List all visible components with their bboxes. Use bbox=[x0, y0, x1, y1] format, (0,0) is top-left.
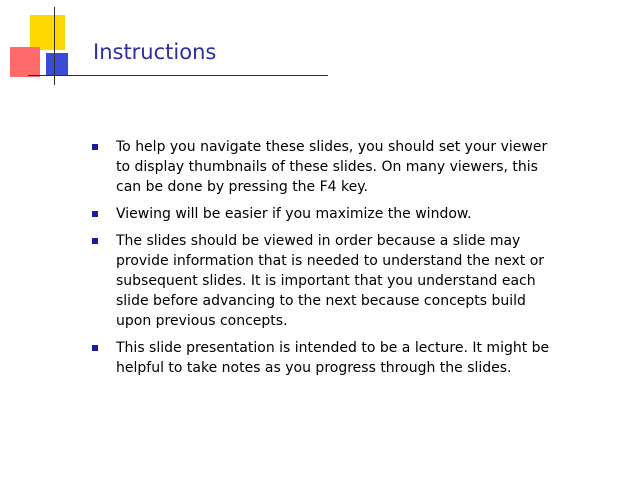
decorative-horizontal-line bbox=[28, 75, 328, 76]
decorative-blue-square bbox=[46, 53, 68, 75]
square-bullet-icon bbox=[92, 345, 98, 351]
bullet-item bbox=[92, 137, 562, 197]
bullet-text: The slides should be viewed in order because a slide may provide information that is needed to understand the next or subsequent slides. It is important that you understand each slide before advancing to the next because concepts build upon previous concepts. bbox=[116, 233, 545, 329]
square-bullet-icon bbox=[92, 144, 98, 150]
decorative-yellow-square bbox=[30, 15, 65, 50]
square-bullet-icon bbox=[92, 238, 98, 244]
bullet-item bbox=[92, 204, 562, 224]
decorative-red-square bbox=[10, 47, 40, 77]
slide-title: Instructions bbox=[93, 40, 217, 64]
bullet-item bbox=[92, 338, 562, 378]
bullet-text: To help you navigate these slides, you should set your viewer to display thumbnails of these slides. On many viewers, this can be done by pressing the F4 key. bbox=[116, 139, 548, 195]
bullet-item bbox=[92, 231, 562, 331]
bullet-text: This slide presentation is intended to be a lecture. It might be helpful to take notes as you progress through the slides. bbox=[116, 340, 550, 376]
bullet-text: Viewing will be easier if you maximize the window. bbox=[116, 206, 472, 222]
square-bullet-icon bbox=[92, 211, 98, 217]
bullet-list bbox=[92, 137, 562, 385]
decorative-vertical-line bbox=[54, 7, 55, 85]
